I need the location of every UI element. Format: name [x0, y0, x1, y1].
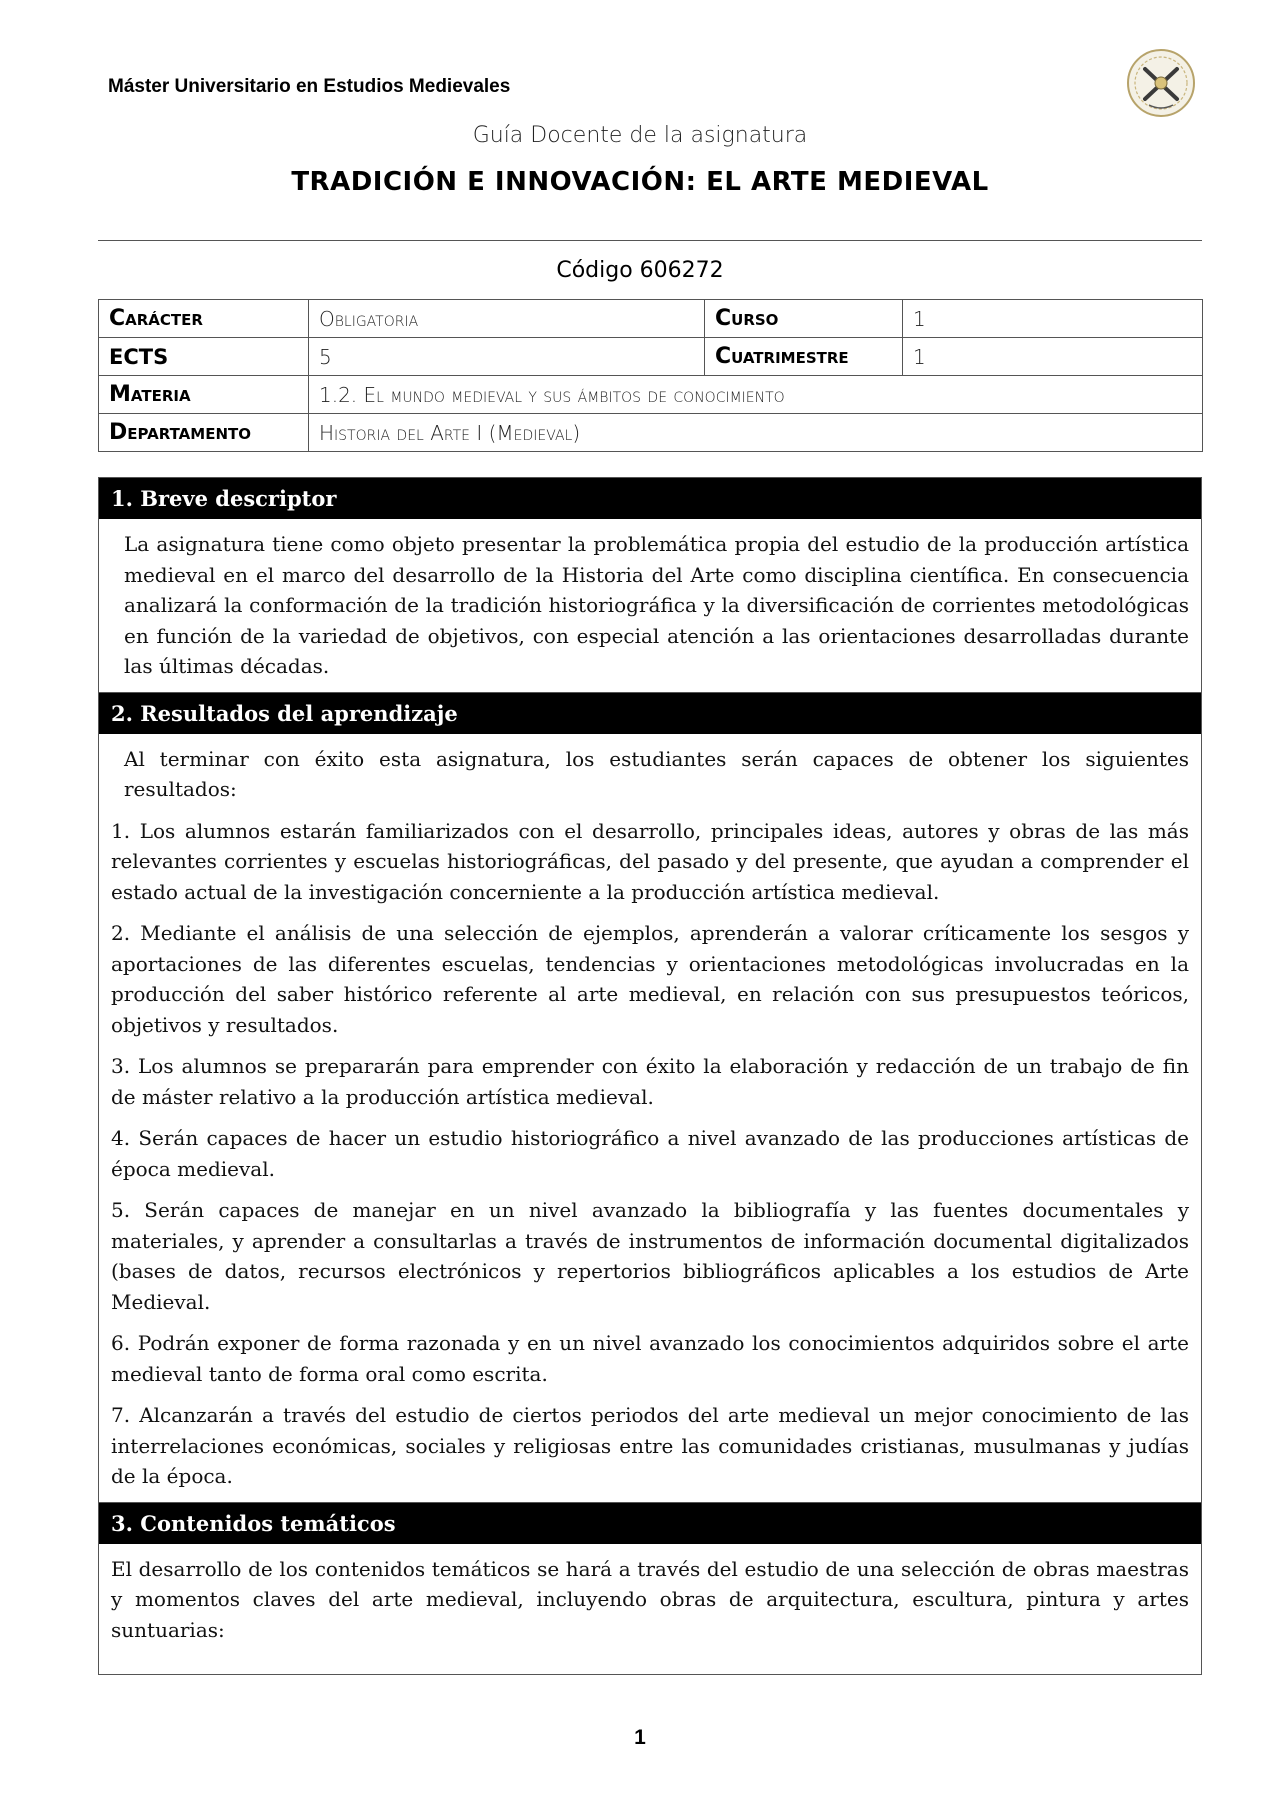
- section-3-body: [99, 1544, 1201, 1656]
- result-item-7: 7. Alcanzarán a través del estudio de ciertos periodos del arte medieval un mejor conocimiento de las interrelaciones económicas, sociales y religiosas entre las comunidades cristianas, musulmanas y judías de la época.: [111, 1403, 1189, 1488]
- course-title: TRADICIÓN E INNOVACIÓN: EL ARTE MEDIEVAL: [291, 167, 989, 197]
- section-3-text: El desarrollo de los contenidos temáticos se hará a través del estudio de una selección de obras maestras y momentos claves del arte medieval, incluyendo obras de arquitectura, escultura, pintura y artes suntuarias:: [111, 1556, 1189, 1642]
- result-item-3: 3. Los alumnos se prepararán para emprender con éxito la elaboración y redacción de un trabajo de fin de máster relativo a la producción artística medieval.: [111, 1054, 1189, 1109]
- curso-value: 1: [903, 300, 1203, 338]
- content-box: [98, 477, 1202, 1675]
- cuatrimestre-label: Cuatrimestre: [705, 338, 903, 376]
- course-code: Código 606272: [556, 258, 724, 283]
- university-seal-icon: [1125, 47, 1197, 119]
- materia-value: 1.2. El mundo medieval y sus ámbitos de conocimiento: [309, 376, 1203, 414]
- result-item-4: 4. Serán capaces de hacer un estudio historiográfico a nivel avanzado de las producciones artísticas de época medieval.: [111, 1126, 1189, 1181]
- result-item-2: 2. Mediante el análisis de una selección de ejemplos, aprenderán a valorar críticamente los sesgos y aportaciones de las diferentes escuelas, tendencias y orientaciones metodológicas involucradas en la producción del saber histórico referente al arte medieval, en relación con sus presupuestos teóricos, objetivos y resultados.: [111, 921, 1189, 1037]
- result-item-1: 1. Los alumnos estarán familiarizados con el desarrollo, principales ideas, autores y obras de las más relevantes corrientes y escuelas historiográficas, del pasado y del presente, que ayudan a comprender el estado actual de la investigación concerniente a la producción artística medieval.: [111, 818, 1189, 904]
- section-3-title: 3. Contenidos temáticos: [99, 1503, 1201, 1544]
- result-item-6: 6. Podrán exponer de forma razonada y en un nivel avanzado los conocimientos adquiridos sobre el arte medieval tanto de forma oral como escrita.: [111, 1331, 1189, 1386]
- departamento-value: Historia del Arte I (Medieval): [309, 414, 1203, 452]
- materia-label: Materia: [99, 376, 309, 414]
- caracter-value: Obligatoria: [309, 300, 705, 338]
- cuatrimestre-value: 1: [903, 338, 1203, 376]
- result-item-5: 5. Serán capaces de manejar en un nivel avanzado la bibliografía y las fuentes documentales y materiales, y aprender a consultarlas a través de instrumentos de información documental digitalizados (bases de datos, recursos electrónicos y repertorios bibliográficos aplicables a los estudios de Arte Medieval.: [111, 1198, 1189, 1314]
- section-1-text: La asignatura tiene como objeto presentar la problemática propia del estudio de la producción artística medieval en el marco del desarrollo de la Historia del Arte como disciplina científica. En consecuencia analizará la conformación de la tradición historiográfica y la diversificación de corrientes metodológicas en función de la variedad de objetivos, con especial atención a las orientaciones desarrolladas durante las últimas décadas.: [124, 532, 1189, 678]
- table-row: [99, 376, 1203, 414]
- table-row: [99, 300, 1203, 338]
- guide-label: Guía Docente de la asignatura: [472, 123, 808, 148]
- section-2-body: [99, 734, 1201, 1503]
- section-2-intro: Al terminar con éxito esta asignatura, los estudiantes serán capaces de obtener los siguientes resultados:: [124, 746, 1189, 801]
- departamento-label: Departamento: [99, 414, 309, 452]
- ects-label: ECTS: [99, 338, 309, 376]
- section-1-title: 1. Breve descriptor: [99, 478, 1201, 519]
- section-1-body: [99, 519, 1201, 693]
- section-2-title: 2. Resultados del aprendizaje: [99, 693, 1201, 734]
- table-row: [99, 338, 1203, 376]
- course-info-table: [98, 299, 1203, 452]
- ects-value: 5: [309, 338, 705, 376]
- page-number: 1: [634, 1726, 646, 1749]
- caracter-label: Carácter: [99, 300, 309, 338]
- program-name: Máster Universitario en Estudios Medievales: [108, 76, 511, 97]
- header-divider: [98, 240, 1202, 241]
- curso-label: Curso: [705, 300, 903, 338]
- table-row: [99, 414, 1203, 452]
